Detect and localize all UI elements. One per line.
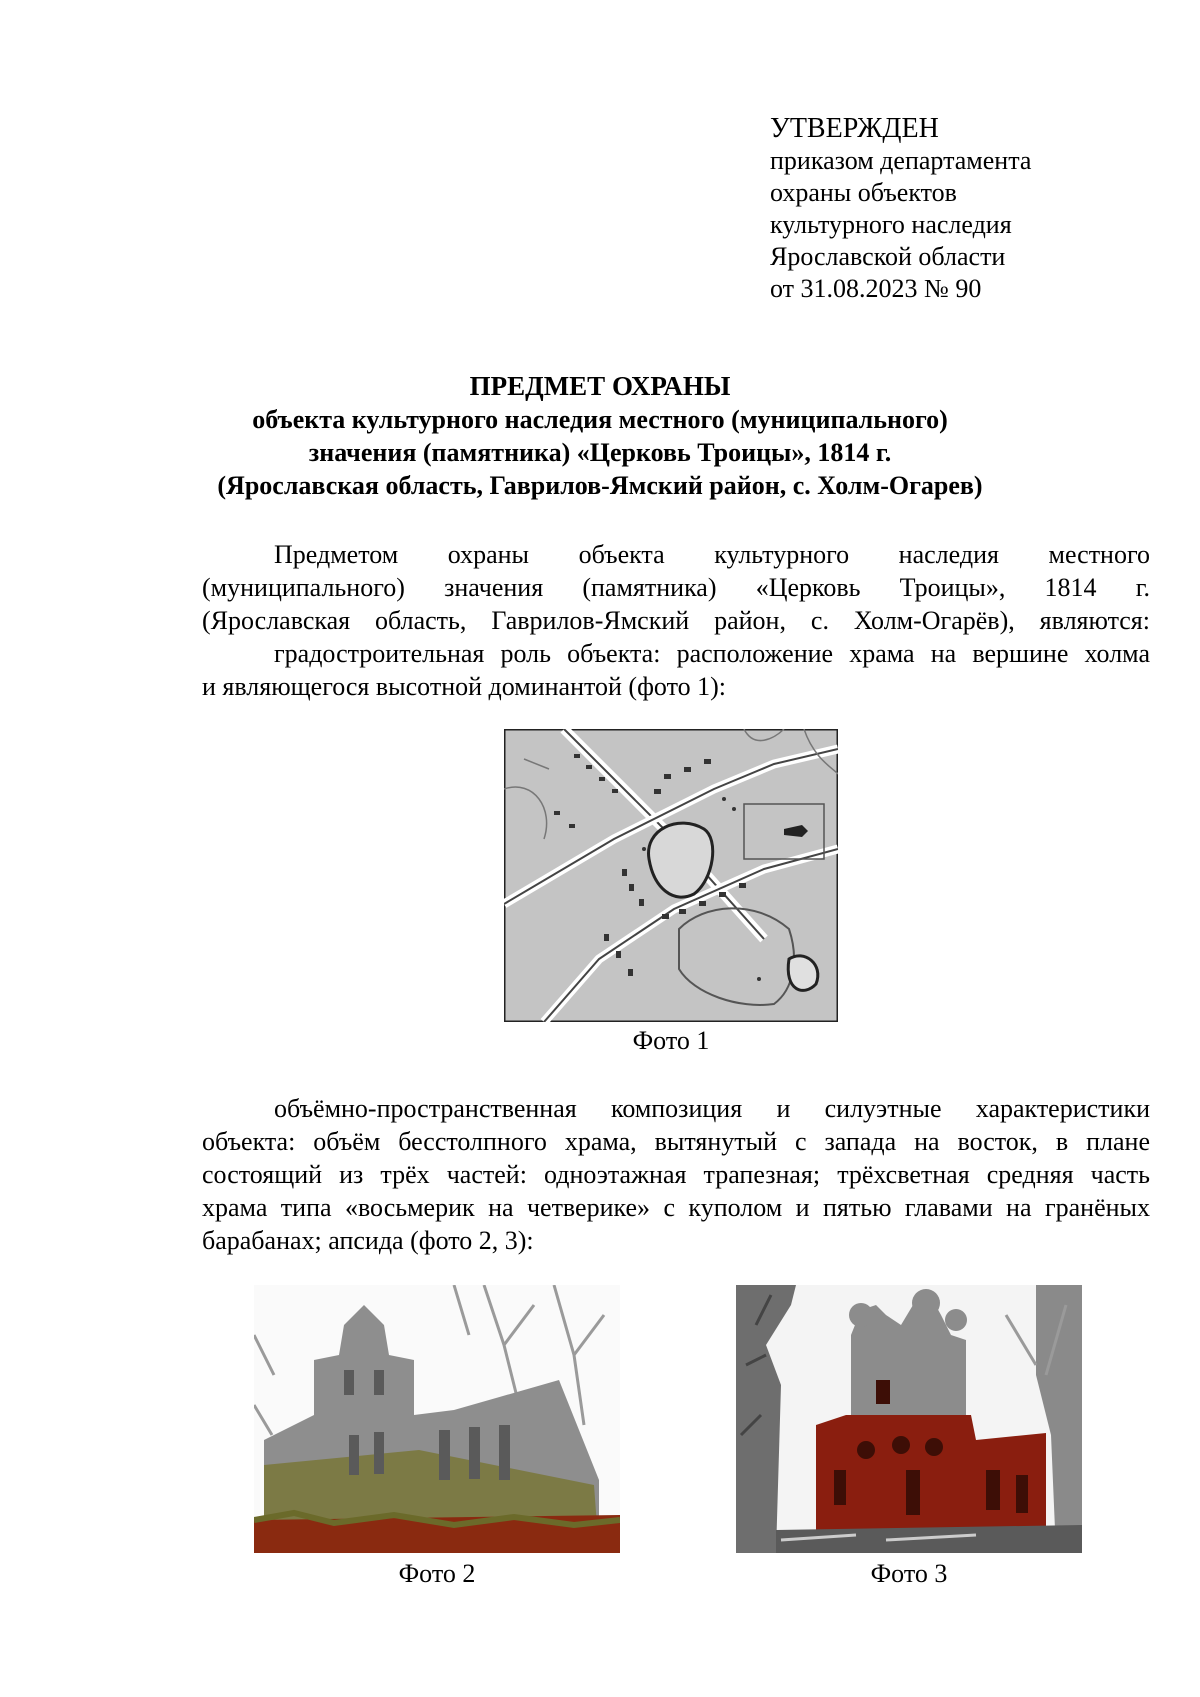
paragraph-intro [202, 538, 1150, 637]
title-line: (Ярославская область, Гаврилов-Ямский район, с. Холм-Огарев) [217, 471, 983, 500]
document-title [0, 370, 1200, 502]
title-line: объекта культурного наследия местного (муниципального) [252, 405, 948, 434]
photo-2-caption: Фото 2 [398, 1559, 476, 1588]
paragraph-line: (Ярославская область, Гаврилов-Ямский район, с. Холм-Огарёв), являются: [202, 606, 1150, 635]
paragraph-urban-role [202, 637, 1150, 703]
photo-1-caption: Фото 1 [632, 1026, 710, 1055]
approval-line: культурного наследия [770, 210, 1012, 239]
paragraph-line: состоящий из трёх частей: одноэтажная трапезная; трёхсветная средняя часть [202, 1160, 1150, 1189]
paragraph-line: объекта: объём бесстолпного храма, вытянутый с запада на восток, в плане [202, 1127, 1150, 1156]
approval-line: Ярославской области [770, 242, 1006, 271]
photo-3-caption: Фото 3 [870, 1559, 948, 1588]
paragraph-line: объёмно-пространственная композиция и силуэтные характеристики [274, 1094, 1150, 1123]
paragraph-line: Предметом охраны объекта культурного наследия местного [274, 540, 1150, 569]
paragraph-line: градостроительная роль объекта: расположение храма на вершине холма [274, 639, 1150, 668]
title-heading: ПРЕДМЕТ ОХРАНЫ [469, 371, 731, 401]
title-line: значения (памятника) «Церковь Троицы», 1814 г. [308, 438, 892, 467]
photo-2-church-west [254, 1285, 620, 1553]
approval-date: от 31.08.2023 № 90 [770, 274, 982, 303]
approval-line: приказом департамента [770, 146, 1032, 175]
paragraph-line: храма типа «восьмерик на четверике» с куполом и пятью главами на гранёных [202, 1193, 1150, 1222]
paragraph-line: (муниципального) значения (памятника) «Церковь Троицы», 1814 г. [202, 573, 1150, 602]
paragraph-line: барабанах; апсида (фото 2, 3): [202, 1226, 534, 1255]
paragraph-composition [202, 1092, 1150, 1257]
photo-3-church-east [736, 1285, 1082, 1553]
approval-block [770, 113, 1031, 305]
paragraph-line: и являющегося высотной доминантой (фото 1): [202, 672, 726, 701]
photo-1-map [504, 729, 838, 1022]
approval-heading: УТВЕРЖДЕН [770, 113, 939, 144]
approval-line: охраны объектов [770, 178, 957, 207]
